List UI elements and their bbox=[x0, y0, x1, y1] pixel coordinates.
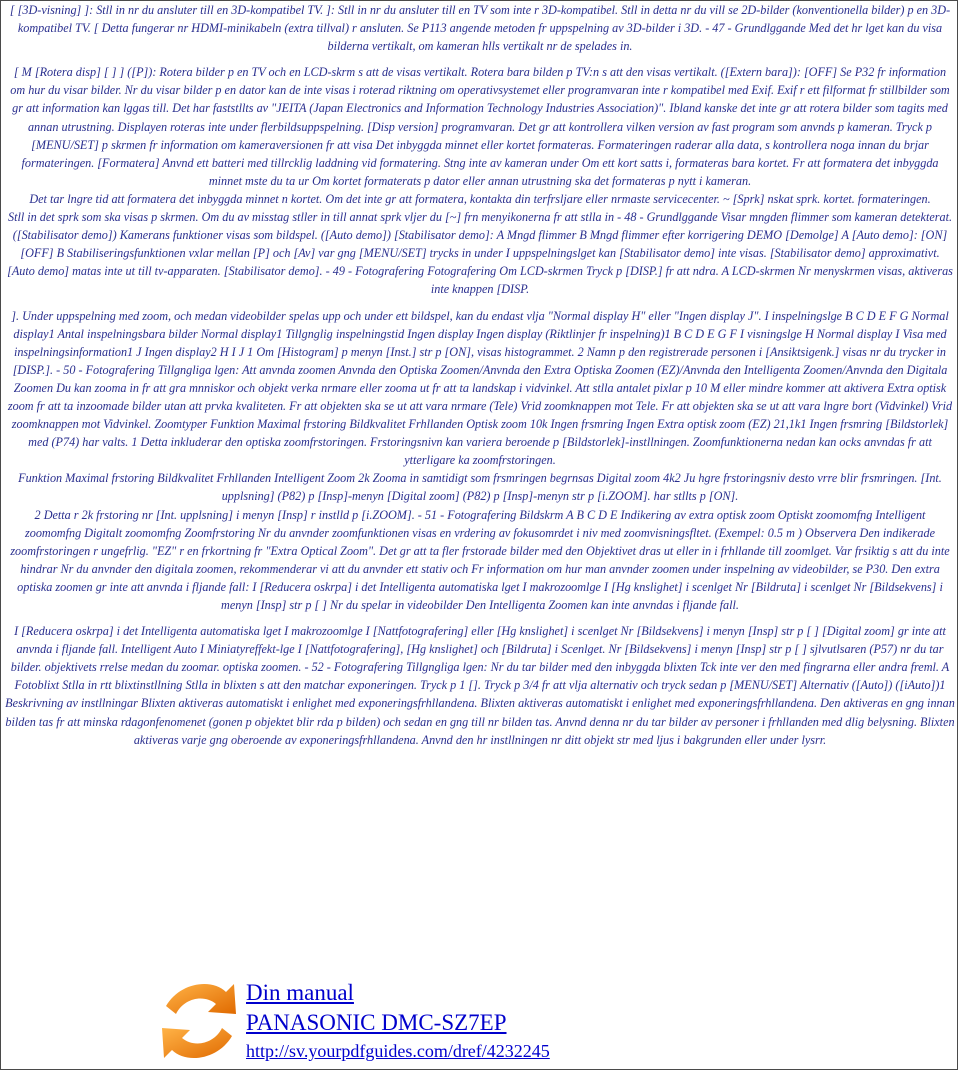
manual-model-link[interactable]: PANASONIC DMC-SZ7EP bbox=[246, 1010, 507, 1035]
document-body bbox=[5, 1, 955, 749]
arrow-logo-icon bbox=[160, 976, 238, 1066]
manual-footer bbox=[160, 976, 660, 1068]
paragraph-3d-display: [ [3D-visning] ]: Stll in nr du ansluter till en 3D-kompatibel TV. ]: Stll in nr du ansluter till en TV som inte r 3D-kompatibel. Stll in detta nr du vill se 2D-bilder (konventionella bilder) p en 3D-kompatibel TV. [ Detta fungerar nr HDMI-minikabeln (extra tillval) r ansluten. Se P113 angende metoden fr uppspelning av 3D-bilder i 3D. - 47 - Grundlggande Med det hr lget kan du visa bilderna vertikalt, om kameran hlls vertikalt nr de spelades in. bbox=[9, 3, 951, 54]
paragraph-format-time: Det tar lngre tid att formatera det inbyggda minnet n kortet. Om det inte gr att formatera, kontakta din terfrsljare eller nrmaste servicecenter. ~ [Sprk] nskat sprk. kortet. formateringen. bbox=[29, 191, 931, 206]
paragraph-language: Stll in det sprk som ska visas p skrmen. Om du av misstag stller in till annat sprk vljer du [~] frn menyikonerna fr att stlla in - 48 - Grundlggande Visar mngden flimmer som kameran detekterat. ([Stabilisator demo]) Kamerans funktioner visas som bildspel. ([Auto demo]) [Stabilisator demo]: A Mngd flimmer B Mngd flimmer efter korrigering DEMO [Demolge] A [Auto demo]: [ON] [OFF] B Stabiliseringsfunktionen vxlar mellan [P] och [Av] var gng [MENU/SET] trycks in under I uppspelningslget kan [Stabilisator demo] inte visas. [Stabilisator demo] approximativt. [Auto demo] matas inte ut till tv-apparaten. [Stabilisator demo]. - 49 - Fotografering Fotografering Om LCD-skrmen Tryck p [DISP.] fr att ndra. A LCD-skrmen Nr menyskrmen visas, aktiveras inte knappen [DISP. bbox=[7, 210, 953, 297]
manual-title-link[interactable]: Din manual bbox=[246, 980, 354, 1005]
paragraph-zoom-functions: Funktion Maximal frstoring Bildkvalitet Frhllanden Intelligent Zoom 2k Zooma in samtidigt som frsmringen begrnsas Digital zoom 4k2 Ju hgre frstoringsniv desto vrre blir frsmringen. [Int. upplsning] (P82) p [Insp]-menyn [Digital zoom] (P82) p [Insp]-menyn str p [i.ZOOM]. har stllts p [ON]. bbox=[18, 471, 942, 504]
paragraph-flash: I [Reducera oskrpa] i det Intelligenta automatiska lget I makrozoomlge I [Nattfotografering] eller [Hg knslighet] i scenlget Nr [Bildsekvens] i menyn [Insp] str p [ ] [Digital zoom] gr inte att anvnda i fljande fall. Intelligent Auto I Miniatyreffekt-lge I [Nattfotografering], [Hg knslighet] och [Bildruta] i Scenlget. Nr [Bildsekvens] i menyn [Insp] str p [ ] sjlvutlsaren (P57) nr du tar bilder. objektivets rrelse medan du zoomar. optiska zoomen. - 52 - Fotografering Tillgngliga lgen: Nr du tar bilder med den inbyggda blixten Tck inte ver den med fingrarna eller andra freml. A Fotoblixt Stlla in rtt blixtinstllning Stlla in blixten s att den matchar exponeringen. Tryck p 1 []. Tryck p 3/4 fr att vlja alternativ och tryck sedan p [MENU/SET] Alternativ ([Auto]) ([iAuto])1 Beskrivning av instllningar Blixten aktiveras automatiskt i enlighet med exponeringsfrhllandena. Blixten aktiveras automatiskt i enlighet med exponeringsfrhllandena. Den aktiveras en gng innan bilden tas fr att minska rdagonfenomenet (gonen p objektet blir rda p bilden) och sedan en gng till nr bilden tas. Anvnd denna nr du tar bilder av personer i frhllanden med dlig belysning. Blixten aktiveras varje gng oberoende av exponeringsfrhllandena. Anvnd den hr instllningen nr ditt objekt str med ljus i bakgrunden eller under lysrr. bbox=[5, 624, 955, 747]
paragraph-zoom-display: 2 Detta r 2k frstoring nr [Int. upplsning] i menyn [Insp] r instlld p [i.ZOOM]. - 51 - Fotografering Bildskrm A B C D E Indikering av extra optisk zoom Optiskt zoomomfng Intelligent zoomomfng Digitalt zoomomfng Zoomfrstoring Nr du anvnder zoomfunktionen visas en vrdering av fokusomrdet i niv med zoomvisningsfltet. (Exempel: 0.5 m ) Observera Den indikerade zoomfrstoringen r ungefrlig. "EZ" r en frkortning fr "Extra Optical Zoom". Det gr att ta fler frstorade bilder med den Objektivet dras ut eller in i frhllande till zoomlget. Var frsiktig s att du inte hindrar Nr du anvnder den digitala zoomen, rekommenderar vi att du anvnder ett stativ och Fr information om hur man anvnder zoomen under inspelning av videobilder, se P30. Den extra optiska zoomen gr inte att anvnda i fljande fall: I [Reducera oskrpa] i det Intelligenta automatiska lget I makrozoomlge I [Hg knslighet] i scenlget Nr [Bildruta] i scenlget Nr [Bildsekvens] i menyn [Insp] str p [ ] Nr du spelar in videobilder Den Intelligenta Zoomen kan inte anvndas i fljande fall. bbox=[10, 507, 950, 612]
paragraph-rotate-display: [ M [Rotera disp] [ ] ] ([P]): Rotera bilder p en TV och en LCD-skrm s att de visas vertikalt. Rotera bara bilden p TV:n s att den visas vertikalt. ([Extern bara]): [OFF] Se P32 fr information om hur du visar bilder. Nr du visar bilder p en dator kan de inte visas i roterad riktning om operativsystemet eller programvaran inte r kompatibel med Exif. Exif r ett filformat fr stillbilder som gr att information kan lggas till. Det har faststllts av "JEITA (Japan Electronics and Information Technology Industries Association)". Ibland kanske det inte gr att rotera bilder som tagits med annan utrustning. Displayen roteras inte under flerbildsuppspelning. [Disp version] programvaran. Det gr att kontrollera vilken version av fast program som anvnds p kameran. Tryck p [MENU/SET] p skrmen fr information om kameraversionen fr att visa Det inbyggda minnet eller kortet formateras. Formateringen raderar alla data, s kontrollera noga innan du brjar formateringen. [Formatera] Anvnd ett batteri med tillrcklig laddning vid formatering. Stng inte av kameran under Om ett kort satts i, formateras bara kortet. Fr att formatera det inbyggda minnet mste du ta ur Om kortet formaterats p dator eller annan utrustning ska det formateras p nytt i kameran. bbox=[10, 65, 950, 188]
paragraph-zoom: ]. Under uppspelning med zoom, och medan videobilder spelas upp och under ett bildspel, kan du endast vlja "Normal display H" eller "Ingen display J". I inspelningslge B C D E F G Normal display1 Antal inspelningsbara bilder Normal display1 Tillgnglig inspelningstid Ingen display Ingen display (Riktlinjer fr inspelning)1 B C D E G F I visningslge H Normal display I Visa med inspelningsinformation1 J Ingen display2 H I J 1 Om [Histogram] p menyn [Inst.] str p [ON], visas histogrammet. 2 Namn p den registrerade personen i [Ansiktsigenk.] visas nr du trycker in [DISP.]. - 50 - Fotografering Tillgngliga lgen: Att anvnda zoomen Anvnda den Optiska Zoomen/Anvnda den Extra Optiska Zoomen (EZ)/Anvnda den Intelligenta Zoomen/Anvnda den Digitala Zoomen Du kan zooma in fr att gra mnniskor och objekt verka nrmare eller zooma ut fr att ta landskap i vidvinkel. Att stlla antalet pixlar p 10 M eller mindre kommer att aktivera Extra optisk zoom fr att ta inzoomade bilder utan att prvka kvaliteten. Fr att objekten ska se ut att vara nrmare (Tele) Vrid zoomknappen mot Tele. Fr att objekten ska se ut att vara lngre bort (Vidvinkel) Vrid zoomknappen mot Vidvinkel. Zoomtyper Funktion Maximal frstoring Bildkvalitet Frhllanden Optisk zoom 10k Ingen frsmring Ingen Extra optisk zoom (EZ) 21,1k1 Ingen frsmring [Bildstorlek] med (P74) har valts. 1 Detta inkluderar den optiska zoomfrstoringen. Frstoringsnivn kan variera beroende p [Bildstorlek]-instllningen. Zoomfunktionerna nedan kan ocks anvndas fr att ytterligare ka zoomfrstoringen. bbox=[7, 308, 953, 468]
manual-url-link[interactable]: http://sv.yourpdfguides.com/dref/4232245 bbox=[246, 1041, 550, 1061]
